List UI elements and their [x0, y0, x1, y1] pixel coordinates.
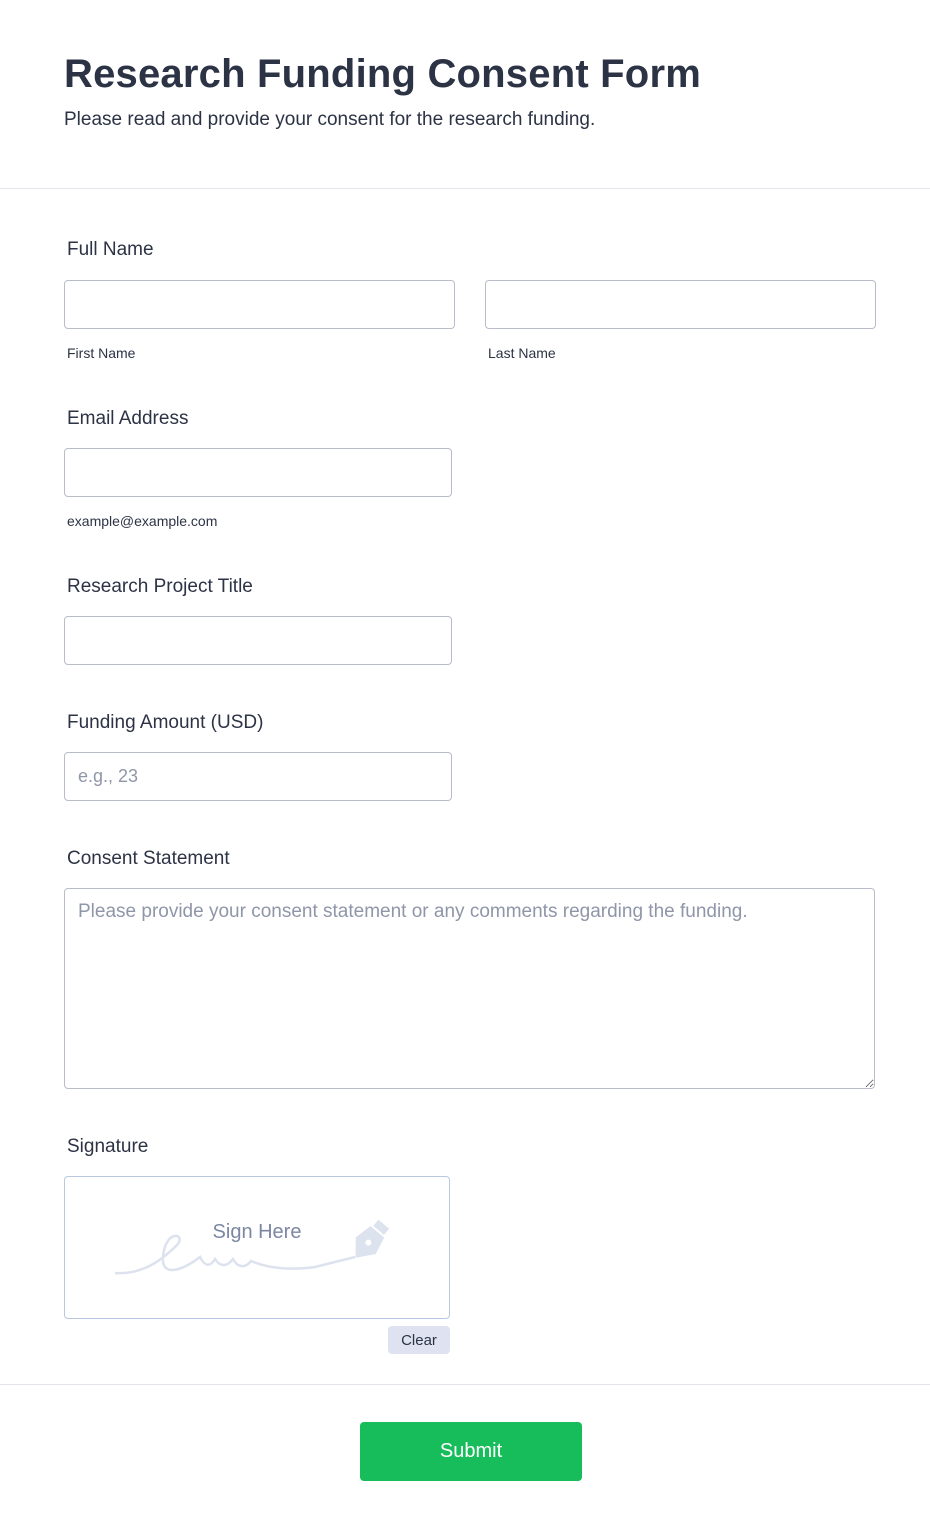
- consent-statement-field: [64, 848, 875, 1089]
- last-name-input[interactable]: [485, 280, 876, 329]
- email-hint: example@example.com: [67, 513, 218, 529]
- funding-amount-field: [64, 712, 452, 801]
- last-name-hint: Last Name: [488, 345, 556, 361]
- form-header: [0, 0, 930, 189]
- email-field: [64, 408, 452, 529]
- funding-amount-label: Funding Amount (USD): [67, 712, 264, 733]
- full-name-field: [64, 239, 875, 361]
- signature-squiggle-icon: [65, 1177, 451, 1320]
- signature-label: Signature: [67, 1136, 149, 1157]
- email-label: Email Address: [67, 408, 189, 429]
- first-name-hint: First Name: [67, 345, 136, 361]
- consent-statement-label: Consent Statement: [67, 848, 230, 869]
- funding-amount-input[interactable]: [64, 752, 452, 801]
- page-subtitle: Please read and provide your consent for the research funding.: [64, 109, 596, 130]
- submit-button[interactable]: Submit: [360, 1422, 582, 1481]
- page-title: Research Funding Consent Form: [64, 52, 701, 96]
- signature-field: [64, 1136, 450, 1319]
- full-name-label: Full Name: [67, 239, 154, 260]
- email-input[interactable]: [64, 448, 452, 497]
- project-title-label: Research Project Title: [67, 576, 253, 597]
- consent-statement-textarea[interactable]: [64, 888, 875, 1089]
- clear-signature-button[interactable]: Clear: [388, 1326, 450, 1354]
- project-title-field: [64, 576, 452, 665]
- signature-pad[interactable]: [64, 1176, 450, 1319]
- sign-here-prompt: Sign Here: [212, 1221, 302, 1243]
- first-name-input[interactable]: [64, 280, 455, 329]
- project-title-input[interactable]: [64, 616, 452, 665]
- footer-divider: [0, 1384, 930, 1385]
